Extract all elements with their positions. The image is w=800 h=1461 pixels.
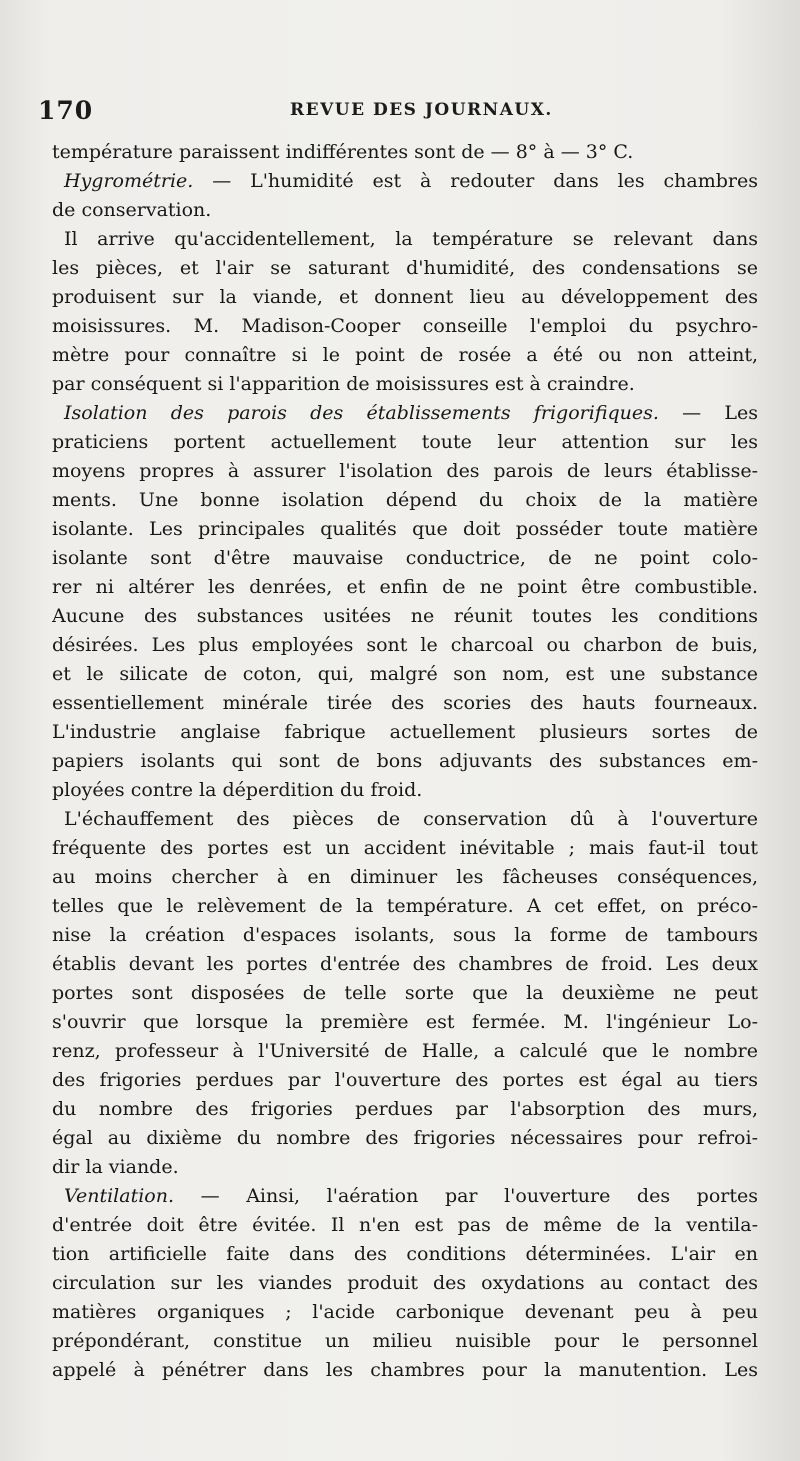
- text-line: [52, 631, 758, 660]
- text-line: [52, 486, 758, 515]
- line-text: d'entrée doit être évitée. Il n'en est pas de même de la ventila-: [52, 1214, 758, 1236]
- line-text: rer ni altérer les denrées, et enfin de ne point être combustible.: [52, 576, 758, 598]
- line-text: prépondérant, constitue un milieu nuisible pour le personnel: [52, 1330, 758, 1352]
- text-line: [52, 660, 758, 689]
- text-line: [52, 834, 758, 863]
- text-line: [52, 1008, 758, 1037]
- text-line: [52, 718, 758, 747]
- text-line: [52, 805, 758, 834]
- text-line: [52, 979, 758, 1008]
- text-line: [52, 1182, 758, 1211]
- body-text: [52, 138, 758, 1385]
- text-line: [52, 1211, 758, 1240]
- text-line: [52, 863, 758, 892]
- line-text: isolante sont d'être mauvaise conductrice, de ne point colo-: [52, 547, 758, 569]
- text-line: [52, 1066, 758, 1095]
- page-header: [38, 96, 778, 130]
- line-text: matières organiques ; l'acide carbonique devenant peu à peu: [52, 1301, 758, 1323]
- text-line: [52, 1153, 758, 1182]
- line-text: appelé à pénétrer dans les chambres pour la manutention. Les: [52, 1359, 758, 1381]
- line-text: Il arrive qu'accidentellement, la température se relevant dans: [64, 228, 758, 250]
- text-line: [52, 1240, 758, 1269]
- text-line: [52, 1298, 758, 1327]
- running-head: REVUE DES JOURNAUX.: [290, 100, 553, 120]
- text-line: [52, 1269, 758, 1298]
- line-text: fréquente des portes est un accident inévitable ; mais faut-il tout: [52, 837, 758, 859]
- line-text: s'ouvrir que lorsque la première est fermée. M. l'ingénieur Lo-: [52, 1011, 758, 1033]
- text-line: [52, 1095, 758, 1124]
- line-text: moisissures. M. Madison-Cooper conseille l'emploi du psychro-: [52, 315, 758, 337]
- text-line: [52, 544, 758, 573]
- text-line: [52, 138, 758, 167]
- paragraph: [52, 1182, 758, 1385]
- line-text: mètre pour connaître si le point de rosée a été ou non atteint,: [52, 344, 758, 366]
- line-text: L'industrie anglaise fabrique actuellement plusieurs sortes de: [52, 721, 758, 743]
- line-text: produisent sur la viande, et donnent lieu au développement des: [52, 286, 758, 308]
- line-text: praticiens portent actuellement toute leur attention sur les: [52, 431, 758, 453]
- line-text: ments. Une bonne isolation dépend du choix de la matière: [52, 489, 758, 511]
- line-text: de conservation.: [52, 199, 212, 221]
- text-line: [52, 196, 758, 225]
- paragraph: [52, 138, 758, 167]
- paragraph: [52, 167, 758, 225]
- text-line: [52, 428, 758, 457]
- text-line: [52, 1124, 758, 1153]
- line-text: tion artificielle faite dans des conditions déterminées. L'air en: [52, 1243, 758, 1265]
- line-text: établis devant les portes d'entrée des chambres de froid. Les deux: [52, 953, 758, 975]
- line-text: moyens propres à assurer l'isolation des parois de leurs établisse-: [52, 460, 758, 482]
- text-line: [52, 921, 758, 950]
- text-line: [52, 370, 758, 399]
- text-line: [52, 747, 758, 776]
- text-line: [52, 689, 758, 718]
- text-line: [52, 254, 758, 283]
- text-line: [52, 457, 758, 486]
- text-line: [52, 1037, 758, 1066]
- text-line: [52, 573, 758, 602]
- line-text: les pièces, et l'air se saturant d'humidité, des condensations se: [52, 257, 758, 279]
- text-line: [52, 312, 758, 341]
- line-text: renz, professeur à l'Université de Halle, a calculé que le nombre: [52, 1040, 758, 1062]
- section-heading: Hygrométrie.: [64, 170, 194, 192]
- line-text: égal au dixième du nombre des frigories nécessaires pour refroi-: [52, 1127, 758, 1149]
- line-text: — Ainsi, l'aération par l'ouverture des portes: [174, 1185, 758, 1207]
- paragraph: [52, 225, 758, 399]
- text-line: [52, 225, 758, 254]
- line-text: désirées. Les plus employées sont le charcoal ou charbon de buis,: [52, 634, 758, 656]
- line-text: circulation sur les viandes produit des oxydations au contact des: [52, 1272, 758, 1294]
- line-text: ployées contre la déperdition du froid.: [52, 779, 423, 801]
- line-text: portes sont disposées de telle sorte que la deuxième ne peut: [52, 982, 758, 1004]
- paragraph: [52, 399, 758, 805]
- text-line: [52, 515, 758, 544]
- page-number: 170: [38, 96, 94, 125]
- line-text: au moins chercher à en diminuer les fâcheuses conséquences,: [52, 866, 758, 888]
- line-text: telles que le relèvement de la température. A cet effet, on préco-: [52, 895, 758, 917]
- line-text: Aucune des substances usitées ne réunit toutes les conditions: [52, 605, 758, 627]
- text-line: [52, 167, 758, 196]
- line-text: papiers isolants qui sont de bons adjuvants des substances em-: [52, 750, 758, 772]
- section-heading: Isolation des parois des établissements frigorifiques.: [64, 402, 659, 424]
- line-text: isolante. Les principales qualités que doit posséder toute matière: [52, 518, 758, 540]
- text-line: [52, 399, 758, 428]
- line-text: température paraissent indifférentes sont de — 8° à — 3° C.: [52, 141, 634, 163]
- line-text: par conséquent si l'apparition de moisissures est à craindre.: [52, 373, 635, 395]
- text-line: [52, 950, 758, 979]
- text-line: [52, 892, 758, 921]
- line-text: — Les: [658, 402, 758, 424]
- line-text: et le silicate de coton, qui, malgré son nom, est une substance: [52, 663, 758, 685]
- text-line: [52, 341, 758, 370]
- text-line: [52, 602, 758, 631]
- line-text: L'échauffement des pièces de conservation dû à l'ouverture: [64, 808, 758, 830]
- line-text: essentiellement minérale tirée des scories des hauts fourneaux.: [52, 692, 758, 714]
- line-text: du nombre des frigories perdues par l'absorption des murs,: [52, 1098, 758, 1120]
- text-line: [52, 283, 758, 312]
- section-heading: Ventilation.: [64, 1185, 175, 1207]
- text-line: [52, 776, 758, 805]
- text-line: [52, 1356, 758, 1385]
- paragraph: [52, 805, 758, 1182]
- line-text: — L'humidité est à redouter dans les chambres: [193, 170, 758, 192]
- text-line: [52, 1327, 758, 1356]
- line-text: dir la viande.: [52, 1156, 179, 1178]
- line-text: des frigories perdues par l'ouverture des portes est égal au tiers: [52, 1069, 758, 1091]
- line-text: nise la création d'espaces isolants, sous la forme de tambours: [52, 924, 758, 946]
